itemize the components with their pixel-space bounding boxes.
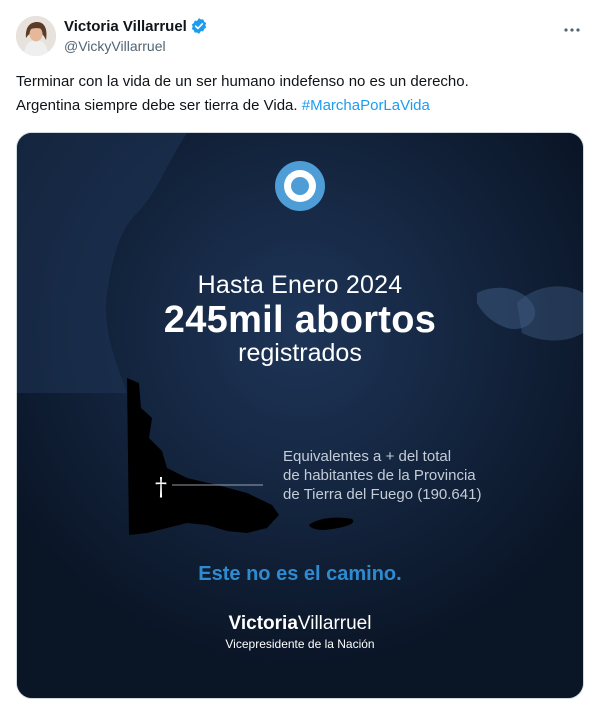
- avatar[interactable]: [16, 16, 56, 56]
- tweet-text: [16, 70, 584, 118]
- author-handle[interactable]: @VickyVillarruel: [64, 38, 166, 54]
- slogan: Este no es el camino.: [198, 563, 402, 585]
- headline-top: Hasta Enero 2024: [197, 271, 403, 299]
- signature-title: Vicepresidente de la Nación: [225, 637, 375, 651]
- author-name[interactable]: Victoria Villarruel: [64, 17, 187, 35]
- signature-first: Victoria: [228, 613, 298, 634]
- verified-badge-icon: [190, 17, 208, 35]
- author-name-row: [64, 17, 208, 35]
- headline-sub: registrados: [238, 339, 362, 367]
- equiv-line2: de habitantes de la Provincia: [283, 467, 476, 484]
- headline-big: 245mil abortos: [163, 299, 437, 341]
- tweet-text-line1: Terminar con la vida de un ser humano indefenso no es un derecho.: [16, 73, 469, 90]
- equivalence-text: [283, 447, 481, 504]
- hashtag-link[interactable]: #MarchaPorLaVida: [301, 97, 430, 114]
- argentina-cockade-icon: [275, 161, 325, 211]
- cross-icon: †: [155, 473, 167, 501]
- tweet-media-image[interactable]: [16, 132, 584, 699]
- equiv-line1: Equivalentes a + del total: [283, 448, 452, 465]
- tweet-text-line2: [16, 94, 584, 118]
- equiv-line3: de Tierra del Fuego (190.641): [283, 486, 482, 503]
- tweet-header: [16, 16, 584, 60]
- signature-last: Villarruel: [297, 613, 372, 634]
- avatar-image: [16, 16, 56, 56]
- signature-name: [17, 613, 583, 635]
- tweet-text-line2-body: Argentina siempre debe ser tierra de Vida.: [16, 97, 298, 114]
- more-horizontal-icon[interactable]: [562, 20, 582, 40]
